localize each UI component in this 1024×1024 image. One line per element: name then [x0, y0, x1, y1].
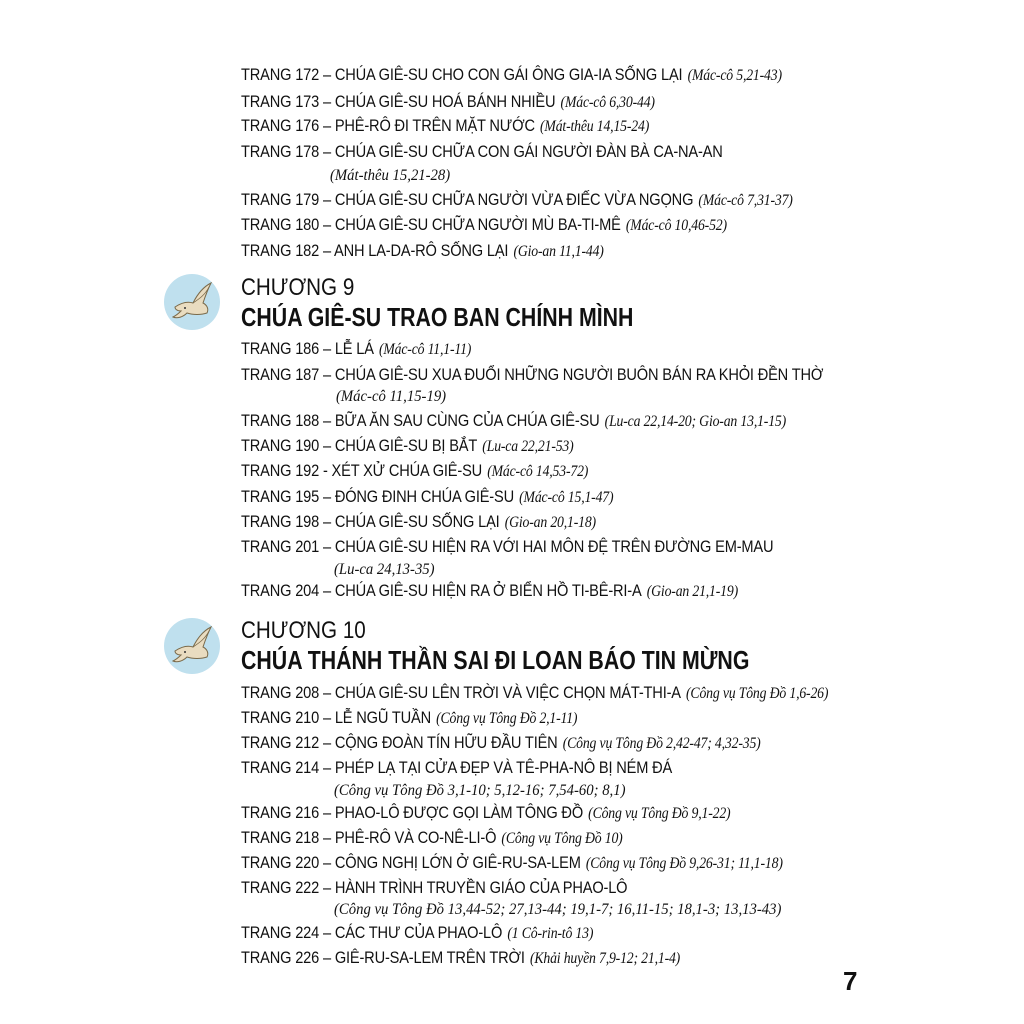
toc-entry-216: TRANG 216 – PHAO-LÔ ĐƯỢC GỌI LÀM TÔNG ĐỒ (Công vụ Tông Đồ 9,1-22)	[241, 803, 731, 822]
toc-entry-214-ref: (Công vụ Tông Đồ 3,1-10; 5,12-16; 7,54-60; 8,1)	[334, 782, 626, 799]
toc-entry-226: TRANG 226 – GIÊ-RU-SA-LEM TRÊN TRỜI (Khải huyền 7,9-12; 21,1-4)	[241, 948, 681, 967]
toc-entry-178-ref: (Mát-thêu 15,21-28)	[330, 167, 451, 184]
dove-icon	[163, 273, 221, 331]
toc-entry-195: TRANG 195 – ĐÓNG ĐINH CHÚA GIÊ-SU (Mác-cô 15,1-47)	[241, 487, 614, 506]
chapter-9-title: CHÚA GIÊ-SU TRAO BAN CHÍNH MÌNH	[241, 302, 634, 332]
toc-entry-187-ref: (Mác-cô 11,15-19)	[336, 388, 447, 405]
toc-entry-182: TRANG 182 – ANH LA-DA-RÔ SỐNG LẠI (Gio-an 11,1-44)	[241, 241, 604, 260]
toc-entry-176: TRANG 176 – PHÊ-RÔ ĐI TRÊN MẶT NƯỚC (Mát-thêu 14,15-24)	[241, 116, 650, 135]
toc-entry-210: TRANG 210 – LỄ NGŨ TUẦN (Công vụ Tông Đồ 2,1-11)	[241, 708, 578, 727]
toc-entry-224: TRANG 224 – CÁC THƯ CỦA PHAO-LÔ (1 Cô-rin-tô 13)	[241, 923, 594, 942]
toc-entry-187: TRANG 187 – CHÚA GIÊ-SU XUA ĐUỔI NHỮNG NGƯỜI BUÔN BÁN RA KHỎI ĐỀN THỜ	[241, 365, 824, 384]
toc-entry-192: TRANG 192 - XÉT XỬ CHÚA GIÊ-SU (Mác-cô 14,53-72)	[241, 461, 589, 480]
toc-entry-220: TRANG 220 – CÔNG NGHỊ LỚN Ở GIÊ-RU-SA-LEM (Công vụ Tông Đồ 9,26-31; 11,1-18)	[241, 853, 783, 872]
toc-entry-208: TRANG 208 – CHÚA GIÊ-SU LÊN TRỜI VÀ VIỆC CHỌN MÁT-THI-A (Công vụ Tông Đồ 1,6-26)	[241, 683, 829, 702]
toc-entry-172: TRANG 172 – CHÚA GIÊ-SU CHO CON GÁI ÔNG GIA-IA SỐNG LẠI (Mác-cô 5,21-43)	[241, 65, 782, 84]
toc-entry-173: TRANG 173 – CHÚA GIÊ-SU HOÁ BÁNH NHIỀU (Mác-cô 6,30-44)	[241, 92, 655, 111]
toc-entry-179: TRANG 179 – CHÚA GIÊ-SU CHỮA NGƯỜI VỪA ĐIẾC VỪA NGỌNG (Mác-cô 7,31-37)	[241, 190, 793, 209]
toc-entry-178: TRANG 178 – CHÚA GIÊ-SU CHỮA CON GÁI NGƯỜI ĐÀN BÀ CA-NA-AN	[241, 142, 723, 161]
toc-entry-212: TRANG 212 – CỘNG ĐOÀN TÍN HỮU ĐẦU TIÊN (Công vụ Tông Đồ 2,42-47; 4,32-35)	[241, 733, 761, 752]
chapter-10-title: CHÚA THÁNH THẦN SAI ĐI LOAN BÁO TIN MỪNG	[241, 645, 750, 675]
toc-entry-201: TRANG 201 – CHÚA GIÊ-SU HIỆN RA VỚI HAI MÔN ĐỆ TRÊN ĐƯỜNG EM-MAU	[241, 537, 774, 556]
dove-icon	[163, 617, 221, 675]
toc-entry-204: TRANG 204 – CHÚA GIÊ-SU HIỆN RA Ở BIỂN HỒ TI-BÊ-RI-A (Gio-an 21,1-19)	[241, 581, 739, 600]
toc-entry-218: TRANG 218 – PHÊ-RÔ VÀ CO-NÊ-LI-Ô (Công vụ Tông Đồ 10)	[241, 828, 623, 847]
toc-entry-222-ref: (Công vụ Tông Đồ 13,44-52; 27,13-44; 19,1-7; 16,11-15; 18,1-3; 13,13-43)	[334, 901, 782, 918]
toc-entry-201-ref: (Lu-ca 24,13-35)	[334, 561, 435, 578]
toc-entry-190: TRANG 190 – CHÚA GIÊ-SU BỊ BẮT (Lu-ca 22,21-53)	[241, 436, 574, 455]
chapter-10-number: CHƯƠNG 10	[241, 617, 366, 644]
toc-entry-180: TRANG 180 – CHÚA GIÊ-SU CHỮA NGƯỜI MÙ BA-TI-MÊ (Mác-cô 10,46-52)	[241, 215, 727, 234]
toc-entry-198: TRANG 198 – CHÚA GIÊ-SU SỐNG LẠI (Gio-an 20,1-18)	[241, 512, 596, 531]
toc-entry-222: TRANG 222 – HÀNH TRÌNH TRUYỀN GIÁO CỦA PHAO-LÔ	[241, 878, 628, 897]
toc-entry-188: TRANG 188 – BỮA ĂN SAU CÙNG CỦA CHÚA GIÊ-SU (Lu-ca 22,14-20; Gio-an 13,1-15)	[241, 411, 787, 430]
toc-entry-186: TRANG 186 – LỄ LÁ (Mác-cô 11,1-11)	[241, 339, 472, 358]
chapter-9-number: CHƯƠNG 9	[241, 274, 355, 301]
toc-entry-214: TRANG 214 – PHÉP LẠ TẠI CỬA ĐẸP VÀ TÊ-PHA-NÔ BỊ NÉM ĐÁ	[241, 758, 673, 777]
page-number: 7	[843, 966, 858, 996]
